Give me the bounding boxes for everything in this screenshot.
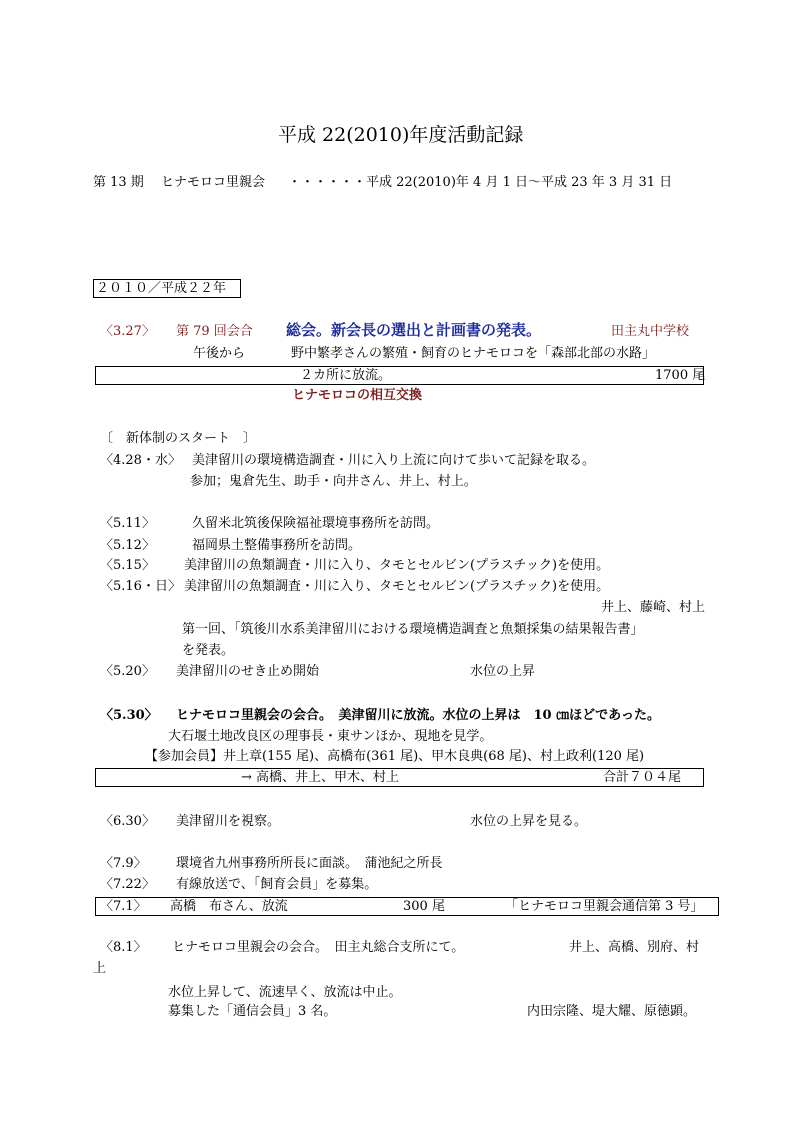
entry-327-desc: 野中繁孝さんの繁殖・飼育のヒナモロコを「森部北部の水路」: [291, 346, 656, 361]
entry-327-date: 〈3.27〉: [100, 324, 155, 339]
entry-71-name: 高橋 布さん、放流: [170, 899, 288, 914]
entry-530-text: ヒナモロコ里親会の会合。 美津留川に放流。水位の上昇は 10 ㎝ほどであった。: [176, 708, 660, 723]
entry-530-box-total: 合計７０４尾: [603, 770, 682, 785]
entry-530-members: 【参加会員】井上章(155 尾)、高橋布(361 尾)、甲木良典(68 尾)、村上政利(120 尾): [145, 749, 645, 764]
entry-327-box-count: 1700 尾: [655, 368, 706, 383]
entry-516-names: 井上、藤崎、村上: [601, 600, 706, 615]
entry-630-date: 〈6.30〉: [100, 814, 155, 829]
entry-520-note: 水位の上昇: [470, 664, 536, 679]
entry-81-date: 〈8.1〉: [100, 940, 147, 955]
entry-81-text: ヒナモロコ里親会の会合。 田主丸総合支所にて。: [172, 940, 465, 955]
entry-327-headline: 総会。新会長の選出と計画書の発表。: [286, 321, 542, 339]
entry-428-date: 〈4.28・水〉: [100, 453, 181, 468]
entry-81-line3: 募集した「通信会員」3 名。: [168, 1004, 337, 1019]
new-system-heading: 〔 新体制のスタート 〕: [100, 431, 257, 446]
page-title: 平成 22(2010)年度活動記録: [278, 124, 524, 146]
entry-722-text: 有線放送で、「飼育会員」を募集。: [176, 877, 378, 892]
year-label: ２０１０／平成２２年: [96, 281, 227, 296]
entry-511-text: 久留米北筑後保険福祉環境事務所を訪問。: [192, 516, 440, 531]
entry-516-date: 〈5.16・日〉: [100, 579, 181, 594]
period-org: ヒナモロコ里親会: [161, 175, 266, 190]
entry-630-note: 水位の上昇を見る。: [470, 814, 588, 829]
entry-327-box: [95, 366, 704, 385]
period-term: 第 13 期: [93, 175, 144, 190]
entry-71-newsletter: 「ヒナモロコ里親会通信第 3 号」: [505, 899, 704, 914]
entry-327-box-text: ２カ所に放流。: [300, 368, 392, 383]
entry-630-text: 美津留川を視察。: [176, 814, 281, 829]
period-range: 平成 22(2010)年 4 月 1 日～平成 23 年 3 月 31 日: [366, 175, 673, 190]
entry-81-line2: 水位上昇して、流速早く、放流は中止。: [168, 985, 402, 1000]
entry-327-meeting: 第 79 回会合: [176, 324, 253, 339]
entry-530-date: 〈5.30〉: [100, 708, 158, 723]
entry-516-text: 美津留川の魚類調査・川に入り、タモとセルビン(プラスチック)を使用。: [184, 579, 610, 594]
entry-327-exchange: ヒナモロコの相互交換: [292, 388, 423, 403]
entry-79-text: 環境省九州事務所所長に面談。 蒲池紀之所長: [176, 856, 443, 871]
entry-515-text: 美津留川の魚類調査・川に入り、タモとセルビン(プラスチック)を使用。: [184, 558, 610, 573]
entry-79-date: 〈7.9〉: [100, 856, 147, 871]
entry-511-date: 〈5.11〉: [100, 516, 155, 531]
entry-512-date: 〈5.12〉: [100, 538, 155, 553]
entry-428-text: 美津留川の環境構造調査・川に入り上流に向けて歩いて記録を取る。: [192, 453, 596, 468]
entry-81-names: 井上、高橋、別府、村: [569, 940, 700, 955]
entry-428-participants: 参加；鬼倉先生、助手・向井さん、井上、村上。: [190, 474, 477, 489]
entry-530-box-text: → 高橋、井上、甲木、村上: [241, 770, 400, 785]
entry-516-report1: 第一回、「筑後川水系美津留川における環境構造調査と魚類採集の結果報告書」: [182, 622, 644, 637]
entry-516-report2: を発表。: [182, 643, 235, 658]
entry-722-date: 〈7.22〉: [100, 877, 155, 892]
entry-512-text: 福岡県土整備事務所を訪問。: [192, 538, 362, 553]
entry-520-text: 美津留川のせき止め開始: [176, 664, 320, 679]
entry-515-date: 〈5.15〉: [100, 558, 155, 573]
entry-530-line2: 大石堰土地改良区の理事長・東サンほか、現地を見学。: [168, 729, 493, 744]
entry-71-date: 〈7.1〉: [100, 899, 147, 914]
period-dots: ・・・・・・: [288, 175, 367, 190]
entry-327-time: 午後から: [193, 346, 246, 361]
entry-81-line3-names: 内田宗隆、堤大耀、原徳顕。: [527, 1004, 697, 1019]
entry-520-date: 〈5.20〉: [100, 664, 155, 679]
entry-327-place: 田主丸中学校: [611, 324, 690, 339]
entry-81-names-wrap: 上: [93, 961, 107, 976]
entry-71-count: 300 尾: [403, 899, 445, 914]
